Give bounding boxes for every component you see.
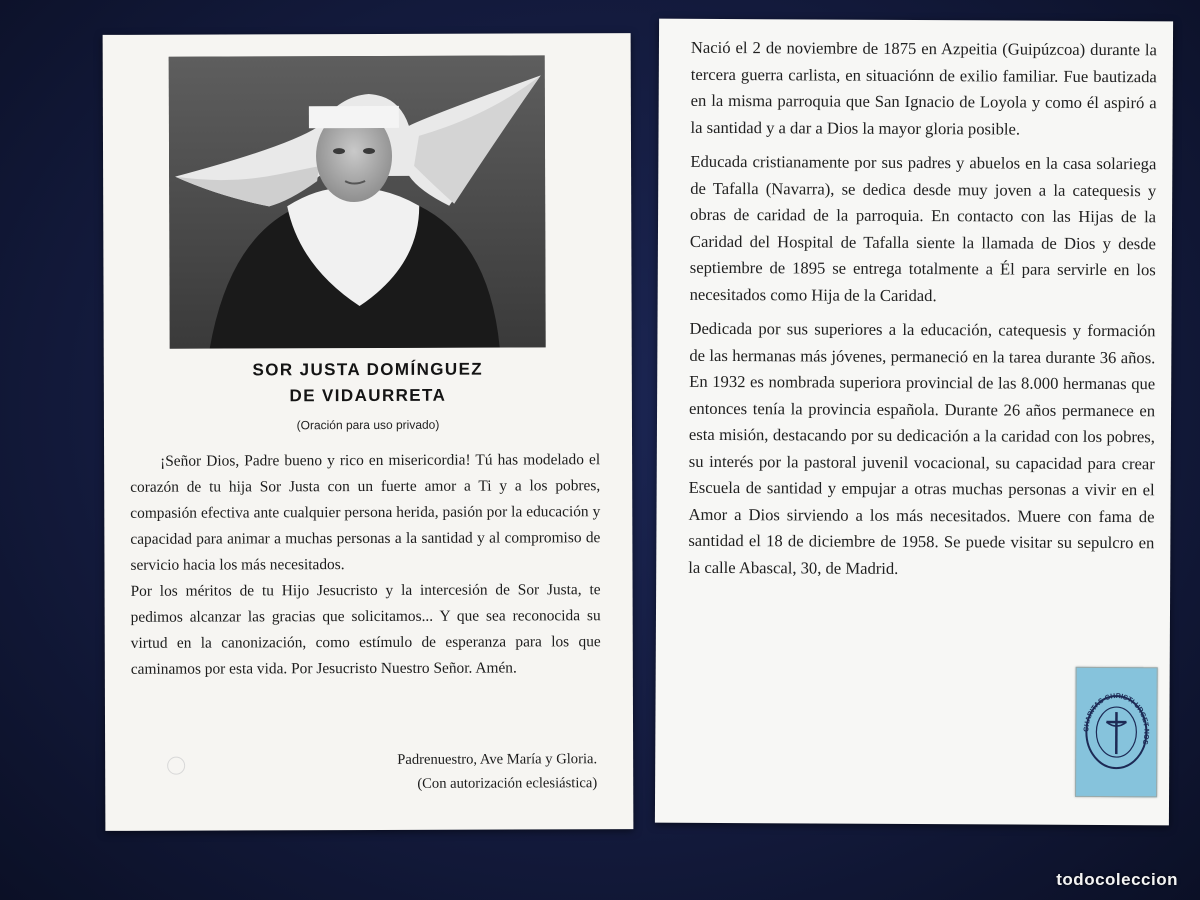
prayer-text — [130, 447, 601, 683]
prayer-card-back — [655, 19, 1173, 826]
embossed-mark — [167, 757, 185, 775]
bio-paragraph-1: Nació el 2 de noviembre de 1875 en Azpeitia (Guipúzcoa) durante la tercera guerra carlista, en situaciónn de exilio familiar. Fue bautizada en la misma parroquia que San Ignacio de Loyola y como él aspiró a la santidad y a dar a Dios la mayor gloria posible. — [690, 37, 1158, 139]
prayer-paragraph-1: ¡Señor Dios, Padre bueno y rico en misericordia! Tú has modelado el corazón de tu hija Sor Justa con un fuerte amor a Ti y a los pobres, compasión efectiva ante cualquier persona herida, pasión por la educación y capacidad para animar a muchas personas a la santidad y al compromiso de servicio hacia los más necesitados. — [130, 451, 601, 574]
nun-name-line2: DE VIDAURRETA — [289, 385, 447, 406]
bio-paragraph-2: Educada cristianamente por sus padres y abuelos en la casa solariega de Tafalla (Navarra), se dedica desde muy joven a la catequesis y obras de caridad de la parroquia. En contacto con las Hijas de la Caridad del Hospital de Tafalla siente la llamada de Dios y desde septiembre de 1895 se entrega totalmente a Él para servirle en los necesitados como Hija de la Caridad. — [689, 151, 1157, 305]
nun-name-line1: SOR JUSTA DOMÍNGUEZ — [252, 359, 484, 380]
bio-paragraph-3: Dedicada por sus superiores a la educación, catequesis y formación de las hermanas más jóvenes, permaneció en la tarea durante 36 años. En 1932 es nombrada superiora provincial de las 8.000 hermanas que entonces tenía la provincia española. Durante 26 años permanece en esta misión, destacando por su dedicación a la caridad con los pobres, su interés por la pastoral juvenil vocacional, su capacidad para crear Escuela de santidad y empujar a otras muchas personas a vivir en el Amor a Dios sirviendo a los más necesitados. Muere con fama de santidad el 18 de diciembre de 1958. Se puede visitar su sepulcro en la calle Abascal, 30, de Madrid. — [688, 318, 1156, 578]
svg-text:CHARITAS CHRISTI URGET NOS: CHARITAS CHRISTI URGET NOS — [1083, 692, 1150, 746]
prayer-paragraph-2: Por los méritos de tu Hijo Jesucristo y la intercesión de Sor Justa, te pedimos alcanzar las gracias que solicitamos... Y que sea reconocida su virtud en la canonización, como estímulo de esperanza para los que caminamos por esta vida. Por Jesucristo Nuestro Señor. Amén. — [130, 581, 601, 678]
portrait-icon — [169, 55, 546, 348]
prayer-subtitle: (Oración para uso privado) — [296, 417, 440, 433]
biography-text — [688, 35, 1157, 591]
prayer-card-front — [103, 33, 634, 831]
closing-prayers: Padrenuestro, Ave María y Gloria. — [397, 751, 598, 768]
watermark-logo: todocoleccion — [1056, 870, 1178, 889]
crucifix-seal-sticker — [1075, 667, 1158, 797]
ecclesiastical-authorization: (Con autorización eclesiástica) — [417, 775, 598, 792]
crucifix-seal-icon — [1076, 668, 1157, 796]
nun-portrait-photo — [169, 55, 546, 348]
